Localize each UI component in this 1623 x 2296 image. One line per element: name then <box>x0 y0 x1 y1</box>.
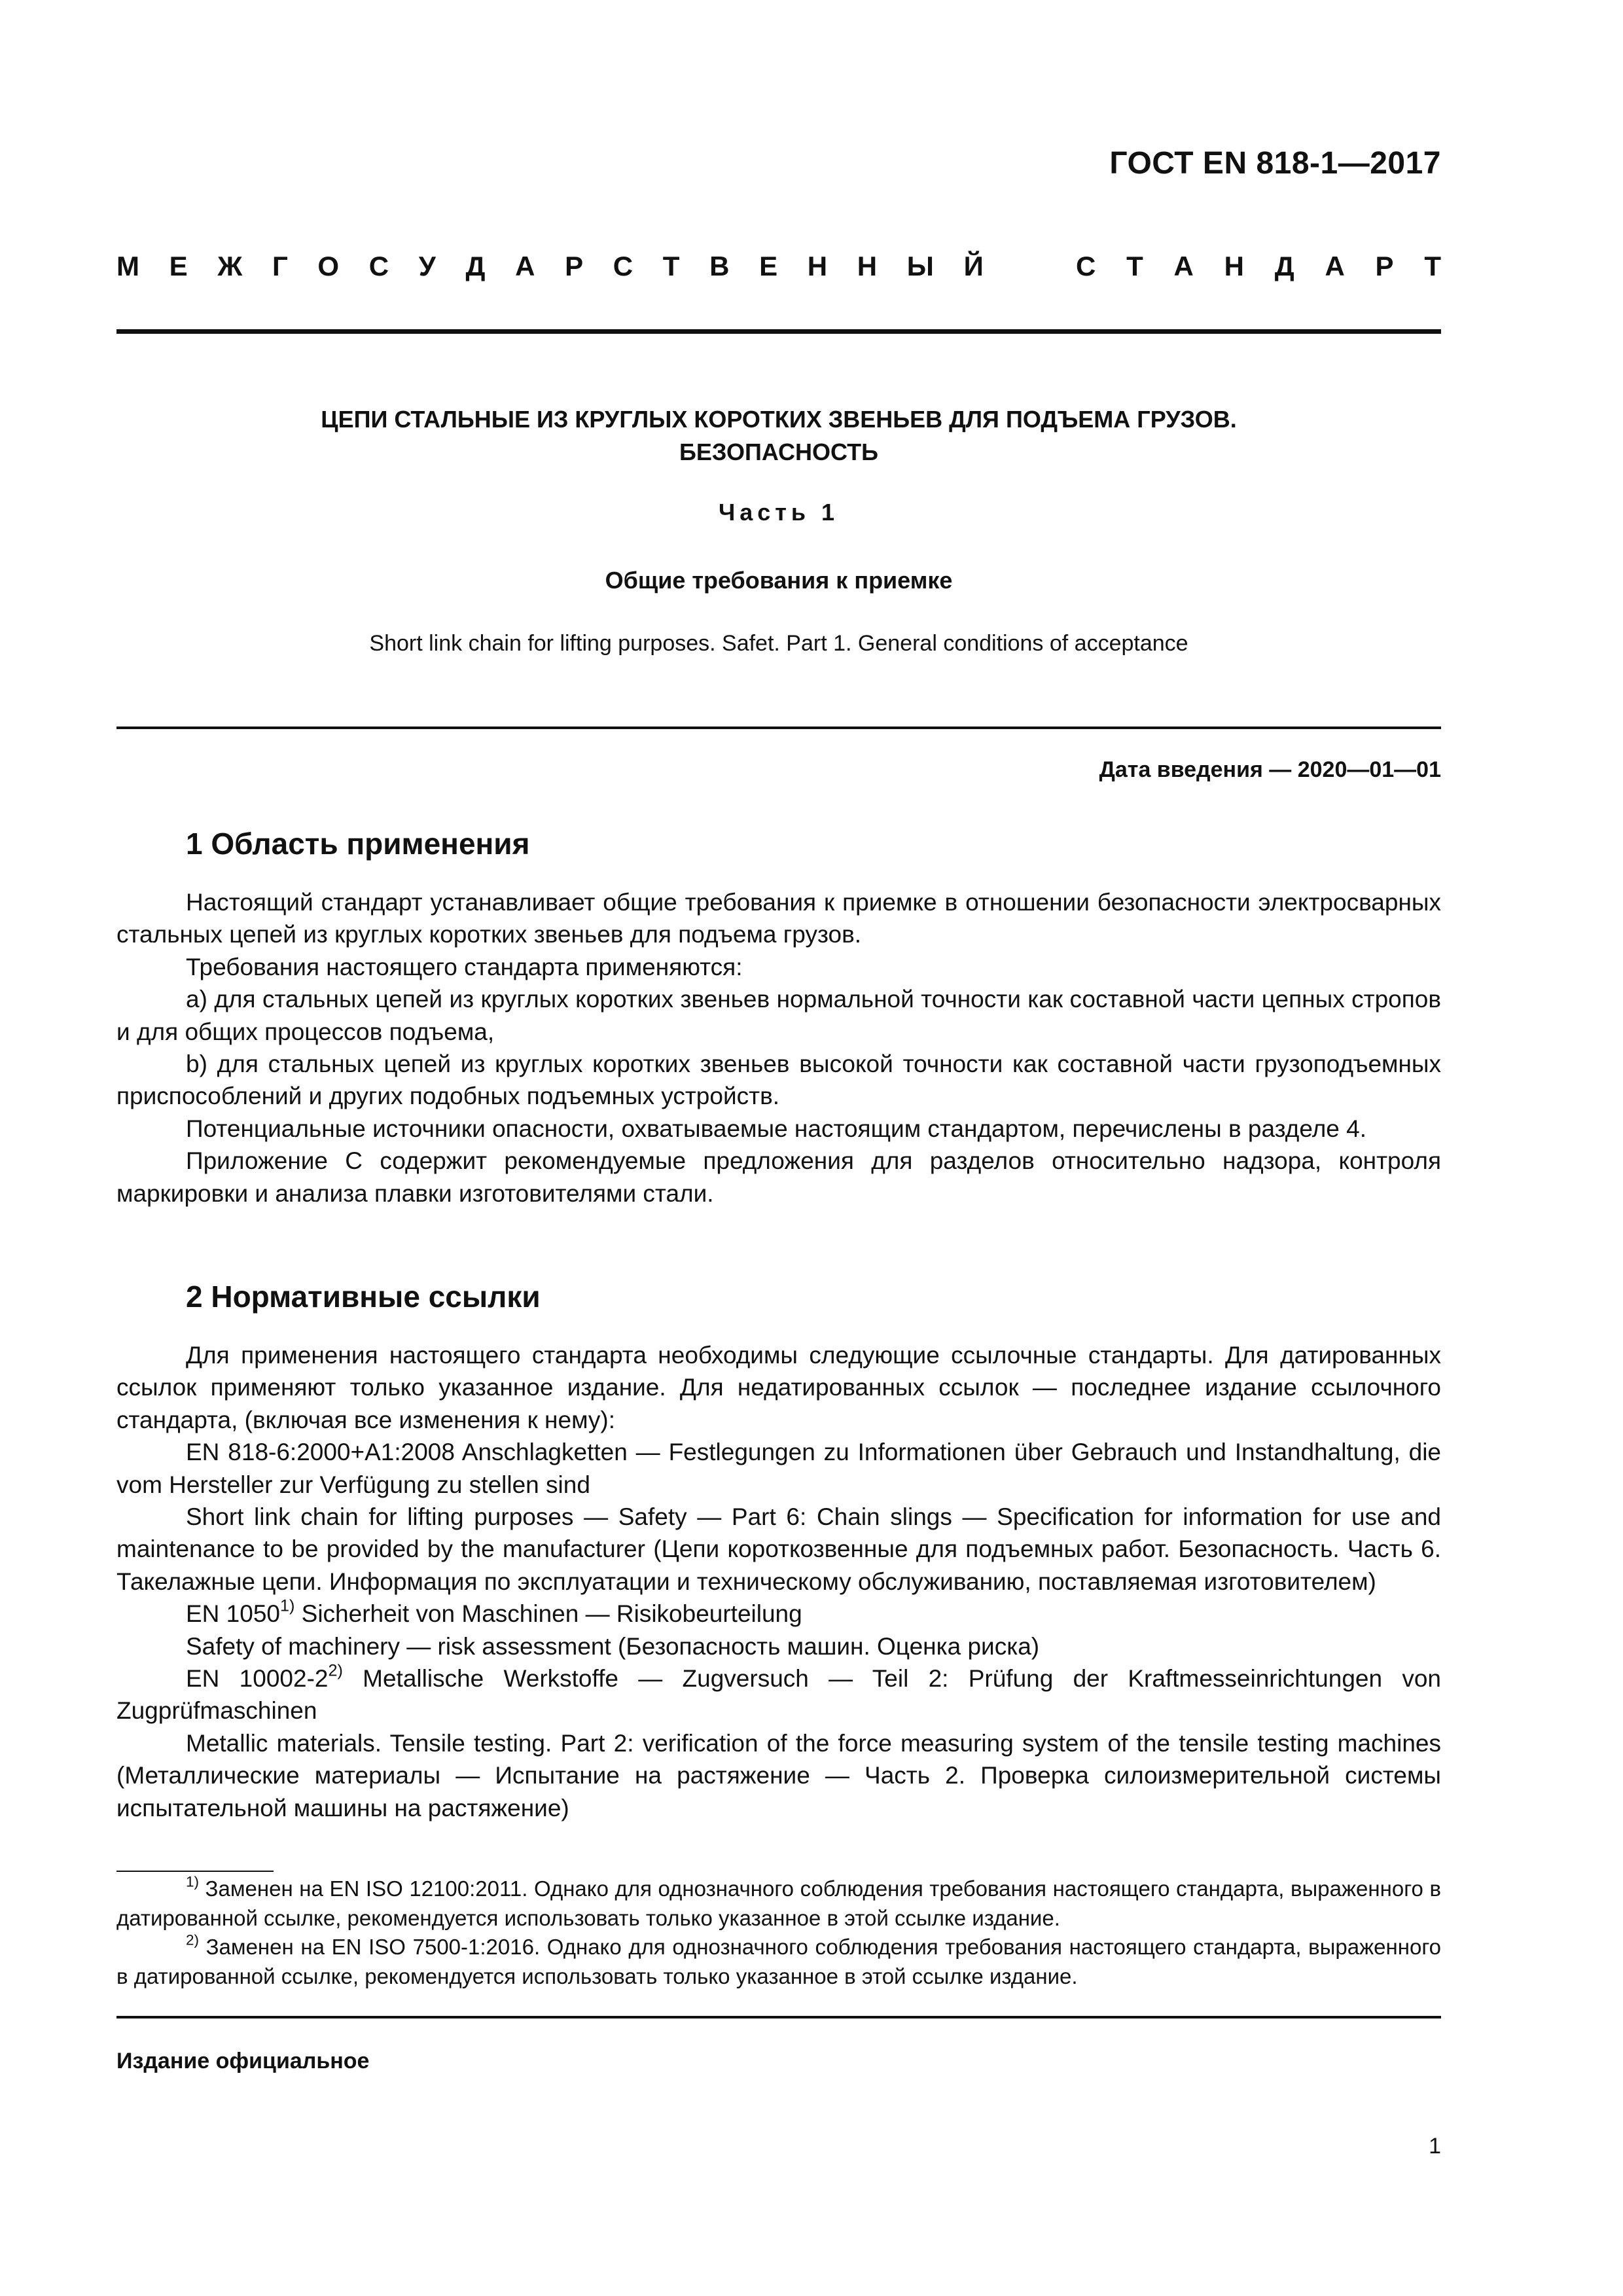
heading-letter: Е <box>169 251 188 281</box>
section-1-heading: 1 Область применения <box>186 827 530 861</box>
english-title: Short link chain for lifting purposes. Safet. Part 1. General conditions of acceptance <box>369 631 1188 656</box>
reference-title: Metallische Werkstoffe — Zugversuch — Teil 2: Prüfung der Kraftmesseinrichtungen von Zugprüfmaschinen <box>116 1665 1441 1725</box>
part-subtitle: Общие требования к приемке <box>605 567 953 594</box>
heading-letter: С <box>613 251 633 281</box>
document-page <box>116 0 1441 2296</box>
heading-letter: О <box>317 251 340 281</box>
list-item: b) для стальных цепей из круглых коротких звеньев высокой точности как составной части грузоподъемных приспособлений и других подобных подъемных устройств. <box>116 1050 1441 1110</box>
heading-letter: У <box>418 251 436 281</box>
heading-letter: Д <box>1274 251 1294 281</box>
reference-en: Metallic materials. Tensile testing. Part 2: verification of the force measuring system of the tensile testing machines (Металлические материалы — Испытание на растяжение — Часть 2. Проверка силоизмерительной системы испытательной машины на растяжение) <box>116 1729 1441 1821</box>
heading-letter: Н <box>1224 251 1244 281</box>
reference-en: Short link chain for lifting purposes — Safety — Part 6: Chain slings — Specification for information for use and maintenance to be provided by the manufacturer (Цепи короткозвенные для подъемных работ. Безопасность. Часть 6. Такелажные цепи. Информация по эксплуатации и техническому обслуживанию, поставляемая изготовителем) <box>116 1503 1441 1595</box>
heading-letter: В <box>709 251 730 281</box>
footnote-ref[interactable]: 2) <box>328 1661 343 1680</box>
heading-letter: А <box>515 251 535 281</box>
footnote-mark: 1) <box>186 1873 199 1890</box>
standard-code: ГОСТ EN 818-1—2017 <box>1109 146 1441 181</box>
heading-letter: Ы <box>906 251 934 281</box>
document-title <box>116 403 1441 469</box>
heading-letter: М <box>116 251 139 281</box>
heading-letter: Г <box>272 251 288 281</box>
interstate-word-1 <box>116 251 984 282</box>
section-1-body <box>116 886 1441 1210</box>
paragraph: Требования настоящего стандарта применяются: <box>186 953 743 980</box>
footnote-mark: 2) <box>186 1931 199 1948</box>
part-label: Часть 1 <box>718 499 840 526</box>
heading-letter: С <box>1076 251 1096 281</box>
heading-letter: Д <box>465 251 486 281</box>
footnote-separator <box>116 1871 274 1872</box>
official-edition-label: Издание официальное <box>116 2049 370 2073</box>
footnote-text: Заменен на EN ISO 12100:2011. Однако для однозначного соблюдения требования настоящего стандарта, выраженного в датированной ссылке, рекомендуется использовать только указанное в этой ссылке издание. <box>116 1876 1441 1930</box>
title-line-2: БЕЗОПАСНОСТЬ <box>679 439 878 465</box>
title-rule <box>116 726 1441 729</box>
footnotes <box>116 1874 1441 1991</box>
heading-letter: Н <box>857 251 878 281</box>
heading-letter: Н <box>807 251 828 281</box>
reference-en: Safety of machinery — risk assessment (Безопасность машин. Оценка риска) <box>186 1632 1040 1660</box>
heading-letter: Т <box>1424 251 1441 281</box>
reference-de <box>116 1662 1441 1727</box>
footnote <box>116 1874 1441 1933</box>
reference-de: EN 818-6:2000+A1:2008 Anschlagketten — Festlegungen zu Informationen über Gebrauch und Instandhaltung, die vom Hersteller zur Verfügung zu stellen sind <box>116 1439 1441 1498</box>
paragraph: Настоящий стандарт устанавливает общие требования к приемке в отношении безопасности электросварных стальных цепей из круглых коротких звеньев для подъема грузов. <box>116 889 1441 948</box>
heading-letter: Р <box>1375 251 1394 281</box>
list-item: a) для стальных цепей из круглых коротких звеньев нормальной точности как составной части цепных стропов и для общих процессов подъема, <box>116 986 1441 1045</box>
heading-letter: С <box>368 251 389 281</box>
footer-rule <box>116 2016 1441 2018</box>
title-line-1: ЦЕПИ СТАЛЬНЫЕ ИЗ КРУГЛЫХ КОРОТКИХ ЗВЕНЬЕВ ДЛЯ ПОДЪЕМА ГРУЗОВ. <box>321 406 1237 433</box>
section-2-body <box>116 1339 1441 1824</box>
footnote-ref[interactable]: 1) <box>280 1596 295 1615</box>
footnote-text: Заменен на EN ISO 7500-1:2016. Однако для однозначного соблюдения требования настоящего стандарта, выраженного в датированной ссылке, рекомендуется использовать только указанное в этой ссылке издание. <box>116 1935 1441 1988</box>
interstate-word-2 <box>1076 251 1441 282</box>
paragraph: Для применения настоящего стандарта необходимы следующие ссылочные стандарты. Для датированных ссылок применяют только указанное издание. Для недатированных ссылок — последнее издание ссылочного стандарта, (включая все изменения к нему): <box>116 1342 1441 1433</box>
heading-letter: Р <box>565 251 584 281</box>
paragraph: Потенциальные источники опасности, охватываемые настоящим стандартом, перечислены в разделе 4. <box>186 1115 1367 1142</box>
heading-letter: Й <box>963 251 984 281</box>
heading-letter: Е <box>759 251 778 281</box>
page-number: 1 <box>1429 2134 1441 2159</box>
introduction-date: Дата введения — 2020—01—01 <box>1099 757 1441 782</box>
section-2-heading: 2 Нормативные ссылки <box>186 1280 541 1314</box>
heading-letter: А <box>1173 251 1194 281</box>
heading-letter: А <box>1325 251 1345 281</box>
reference-title: Sicherheit von Maschinen — Risikobeurteilung <box>294 1600 802 1628</box>
header-rule <box>116 329 1441 334</box>
paragraph: Приложение С содержит рекомендуемые предложения для разделов относительно надзора, контроля маркировки и анализа плавки изготовителями стали. <box>116 1147 1441 1207</box>
heading-letter: Т <box>662 251 680 281</box>
reference-code: EN 10002-2 <box>186 1665 329 1693</box>
heading-letter: Ж <box>217 251 243 281</box>
heading-letter: Т <box>1126 251 1143 281</box>
reference-code: EN 1050 <box>186 1600 280 1628</box>
reference-de <box>116 1598 1441 1630</box>
footnote <box>116 1933 1441 1991</box>
interstate-standard-heading <box>116 251 1441 282</box>
